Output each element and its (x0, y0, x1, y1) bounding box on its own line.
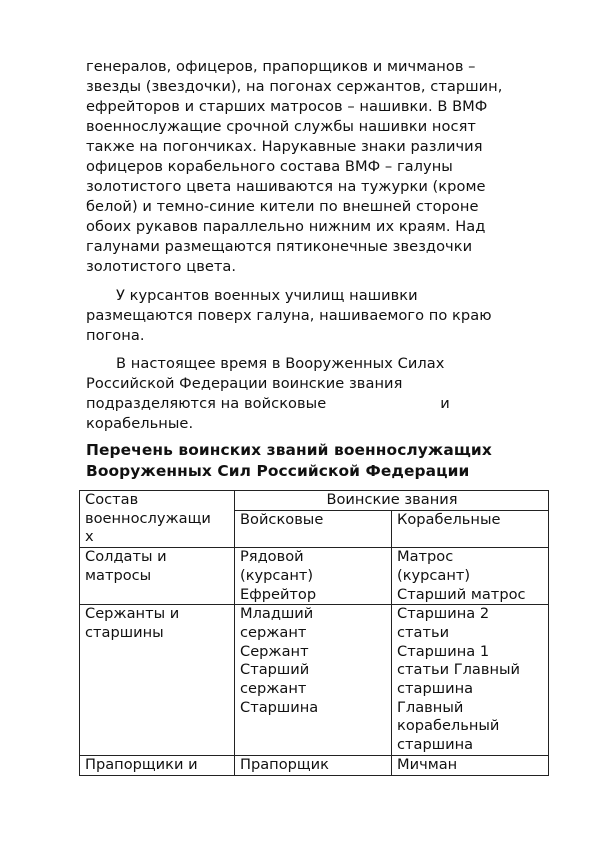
text-line: погона. (86, 327, 145, 344)
text-line: золотистого цвета. (86, 258, 237, 275)
cell-line: Прапорщик (240, 755, 329, 773)
cell-line: Старший (240, 661, 310, 679)
text-line: также на погончиках. Нарукавные знаки различия (86, 138, 483, 155)
header-cell-composition (80, 491, 235, 548)
cell-line: Старшина 1 (397, 642, 490, 660)
table-title-line: Вооруженных Сил Российской Федерации (86, 462, 470, 480)
text-fragment: подразделяются на войсковые (86, 395, 327, 412)
cell-line: сержант (240, 623, 307, 641)
cell-line: военнослужащи (85, 509, 211, 527)
text-line: Российской Федерации воинские звания (86, 375, 403, 392)
table-row (80, 548, 549, 605)
cell-line: Сержанты и (85, 605, 180, 623)
cell-line: статьи Главный (397, 661, 521, 679)
cell-line: старшины (85, 623, 164, 641)
cell-line: статьи (397, 623, 450, 641)
table-row (80, 755, 549, 775)
cell-line: старшина (397, 680, 474, 698)
cell-line: сержант (240, 680, 307, 698)
cell-line: Прапорщики и (85, 755, 198, 773)
cell-navy-rank (392, 548, 549, 605)
cell-group (80, 548, 235, 605)
text-line: золотистого цвета нашиваются на тужурки (кроме (86, 178, 486, 195)
text-line: галунами размещаются пятиконечные звездочки (86, 238, 473, 255)
table-row (80, 605, 549, 756)
cell-line: Старшина (240, 698, 319, 716)
cell-line: Ефрейтор (240, 585, 317, 603)
header-cell-navy: Корабельные (392, 511, 549, 548)
cell-line: матросы (85, 566, 152, 584)
cell-army-rank (235, 755, 392, 775)
cell-line: Матрос (397, 548, 454, 566)
header-cell-ranks: Воинские звания (235, 491, 549, 511)
cell-army-rank (235, 605, 392, 756)
text-line: обоих рукавов параллельно нижним их краям. Над (86, 218, 486, 235)
paragraph-insignia (86, 57, 526, 277)
text-line: В настоящее время в Вооруженных Силах (116, 355, 445, 372)
cell-line: Младший (240, 605, 314, 623)
cell-navy-rank (392, 755, 549, 775)
text-line: корабельные. (86, 415, 194, 432)
text-line: У курсантов военных училищ нашивки (116, 287, 418, 304)
cell-line: (курсант) (240, 566, 314, 584)
paragraph-cadets (86, 286, 526, 346)
text-line: звезды (звездочки), на погонах сержантов, старшин, (86, 78, 503, 95)
cell-group (80, 755, 235, 775)
cell-line: Состав (85, 491, 139, 508)
paragraph-rank-types (86, 354, 526, 434)
cell-line: Солдаты и (85, 548, 167, 566)
table-title-line: Перечень воинских званий военнослужащих (86, 441, 492, 459)
text-line: генералов, офицеров, прапорщиков и мичманов – (86, 58, 476, 75)
cell-navy-rank (392, 605, 549, 756)
text-line: белой) и темно-синие кители по внешней стороне (86, 198, 479, 215)
text-line: офицеров корабельного состава ВМФ – галуны (86, 158, 453, 175)
cell-line: (курсант) (397, 566, 471, 584)
cell-line: Рядовой (240, 548, 304, 566)
cell-line: корабельный (397, 717, 500, 735)
cell-line: Мичман (397, 755, 458, 773)
text-line: военнослужащие срочной службы нашивки носят (86, 118, 476, 135)
table-header-row (80, 491, 549, 511)
text-fragment: и (440, 395, 450, 412)
cell-line: х (85, 528, 94, 546)
text-line (86, 394, 526, 414)
table-title (86, 440, 536, 482)
cell-army-rank (235, 548, 392, 605)
cell-group (80, 605, 235, 756)
header-cell-army: Войсковые (235, 511, 392, 548)
cell-line: Сержант (240, 642, 309, 660)
cell-line: Старший матрос (397, 585, 526, 603)
cell-line: старшина (397, 736, 474, 754)
text-line: размещаются поверх галуна, нашиваемого по краю (86, 307, 492, 324)
cell-line: Главный (397, 698, 464, 716)
text-line: ефрейторов и старших матросов – нашивки. В ВМФ (86, 98, 488, 115)
ranks-table (79, 490, 549, 776)
cell-line: Старшина 2 (397, 605, 490, 623)
